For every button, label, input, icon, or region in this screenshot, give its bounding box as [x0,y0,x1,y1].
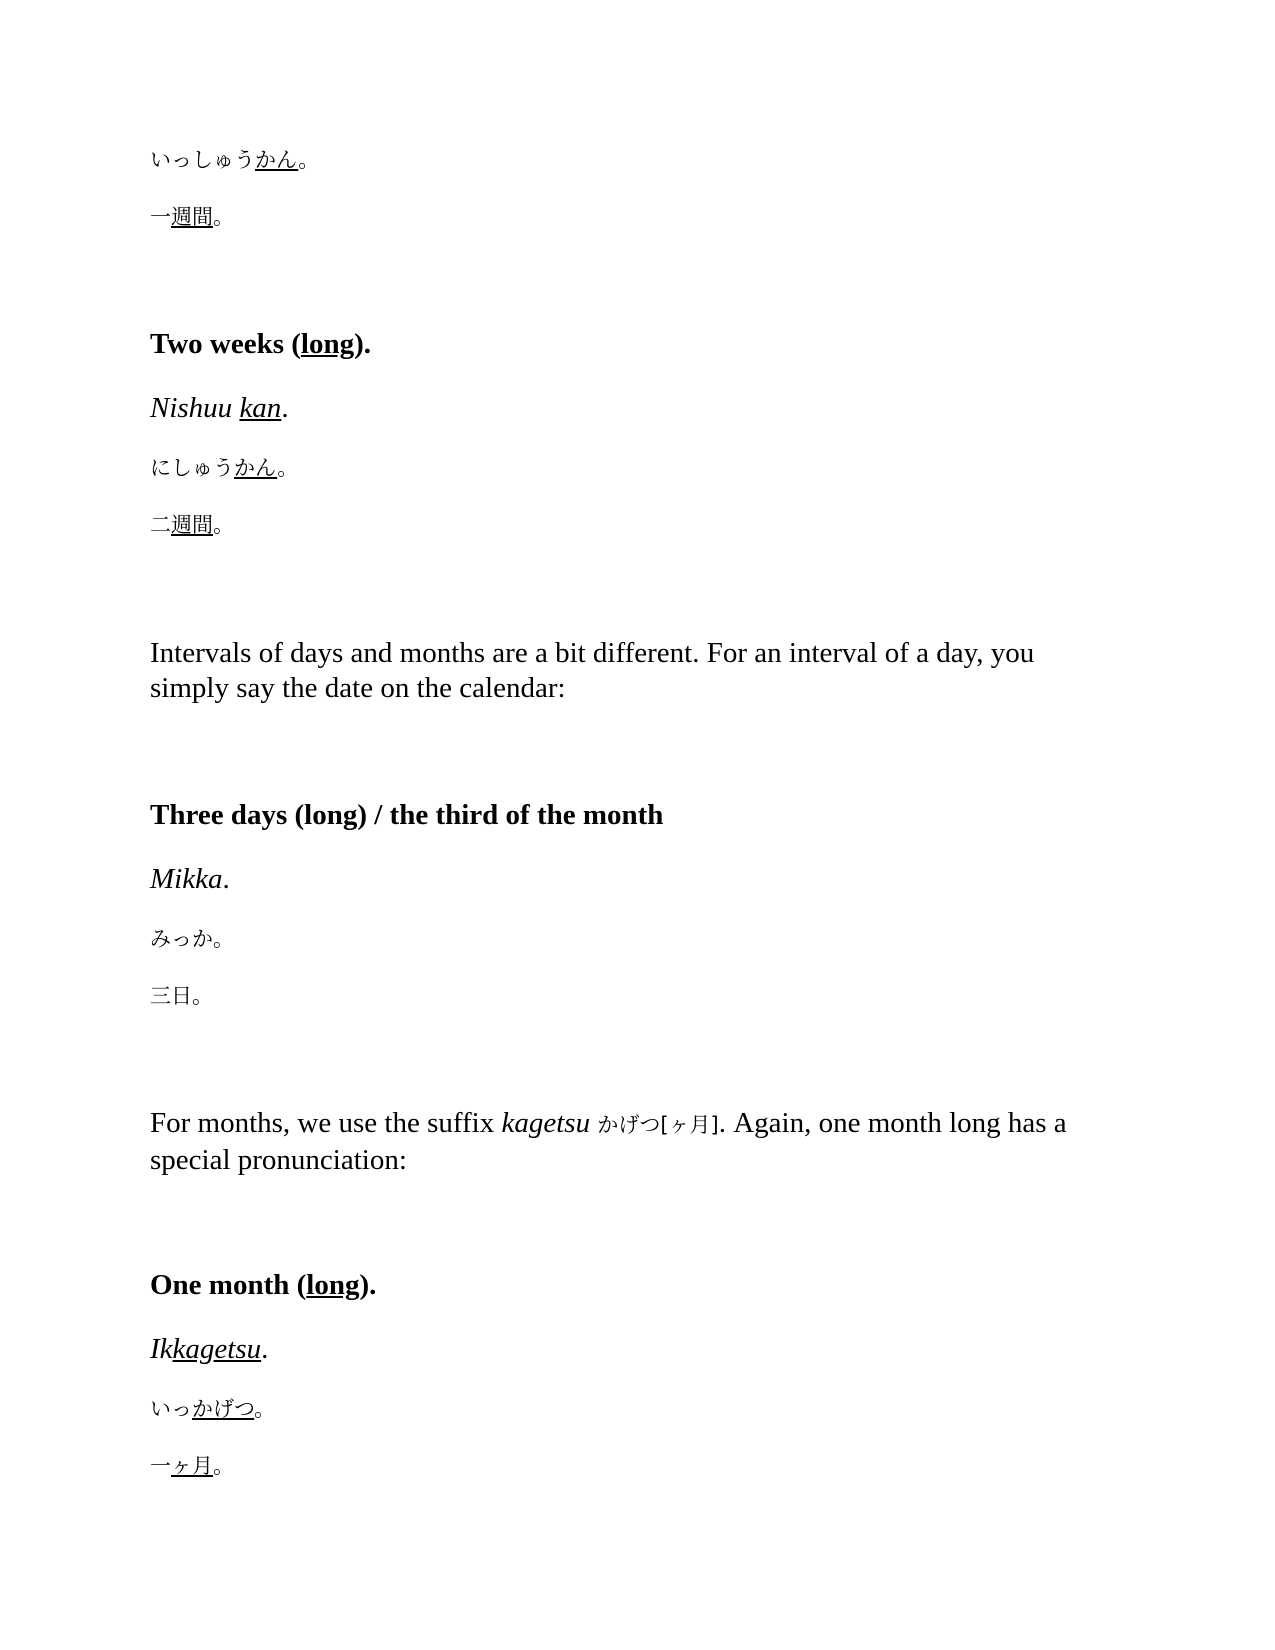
paragraph-text: For months, we use the suffix [150,1107,502,1139]
kanji-underlined: ヶ月 [171,1454,213,1478]
romaji-text: Nishuu [150,392,240,424]
one-month-kana [150,1399,275,1420]
paragraph-line [150,1106,1130,1143]
paragraph-italic: kagetsu [501,1107,591,1139]
two-weeks-heading [150,330,371,359]
paragraph-line: Intervals of days and months are a bit different. For an interval of a day, you [150,637,1035,669]
kana-text: いっ [150,1397,192,1421]
kanji-period: 。 [213,205,234,229]
heading-underlined: long [306,1269,360,1301]
kanji-period: 。 [213,1454,234,1478]
kana-underlined: かん [234,456,278,480]
kana-underlined: かん [255,148,299,172]
romaji-period: . [281,392,289,424]
kana-text: いっしゅう [150,148,255,172]
two-weeks-kanji [150,515,234,536]
heading-text: Two weeks ( [150,328,301,360]
romaji-period: . [261,1333,269,1365]
romaji-text: Mikka [150,863,223,895]
kana-period: 。 [277,456,299,480]
one-month-romaji [150,1335,268,1364]
paragraph-line: special pronunciation: [150,1144,407,1176]
kanji-text: 一 [150,205,171,229]
paragraph-line: simply say the date on the calendar: [150,672,566,704]
kanji-underlined: 週間 [171,205,213,229]
three-days-kana: みっか。 [150,927,234,951]
kanji-period: 。 [213,513,234,537]
paragraph-text: . Again, one month long has a [718,1107,1067,1139]
one-week-kanji [150,207,234,228]
heading-end: ). [354,328,371,360]
months-paragraph [150,1106,1130,1178]
heading-text: One month ( [150,1269,307,1301]
three-days-heading: Three days (long) / the third of the month [150,799,664,831]
kana-period: 。 [254,1397,276,1421]
romaji-text: Ik [150,1333,173,1365]
two-weeks-kana [150,458,298,479]
heading-underlined: long [300,328,355,360]
romaji-period: . [222,863,230,895]
two-weeks-romaji [150,394,289,423]
three-days-kanji: 三日。 [150,984,213,1008]
kanji-text: 二 [150,513,171,537]
three-days-romaji [150,865,230,894]
kana-period: 。 [298,148,320,172]
one-month-kanji [150,1456,234,1477]
heading-end: ). [359,1269,377,1301]
romaji-underlined: kagetsu [172,1333,262,1365]
days-paragraph [150,636,1130,706]
one-month-heading [150,1271,376,1300]
paragraph-japanese: かげつ[ヶ月] [597,1113,719,1137]
kana-underlined: かげつ [192,1397,255,1421]
kana-text: にしゅう [150,456,234,480]
kanji-text: 一 [150,1454,171,1478]
one-week-kana [150,150,319,171]
romaji-underlined: kan [239,392,282,424]
kanji-underlined: 週間 [171,513,213,537]
